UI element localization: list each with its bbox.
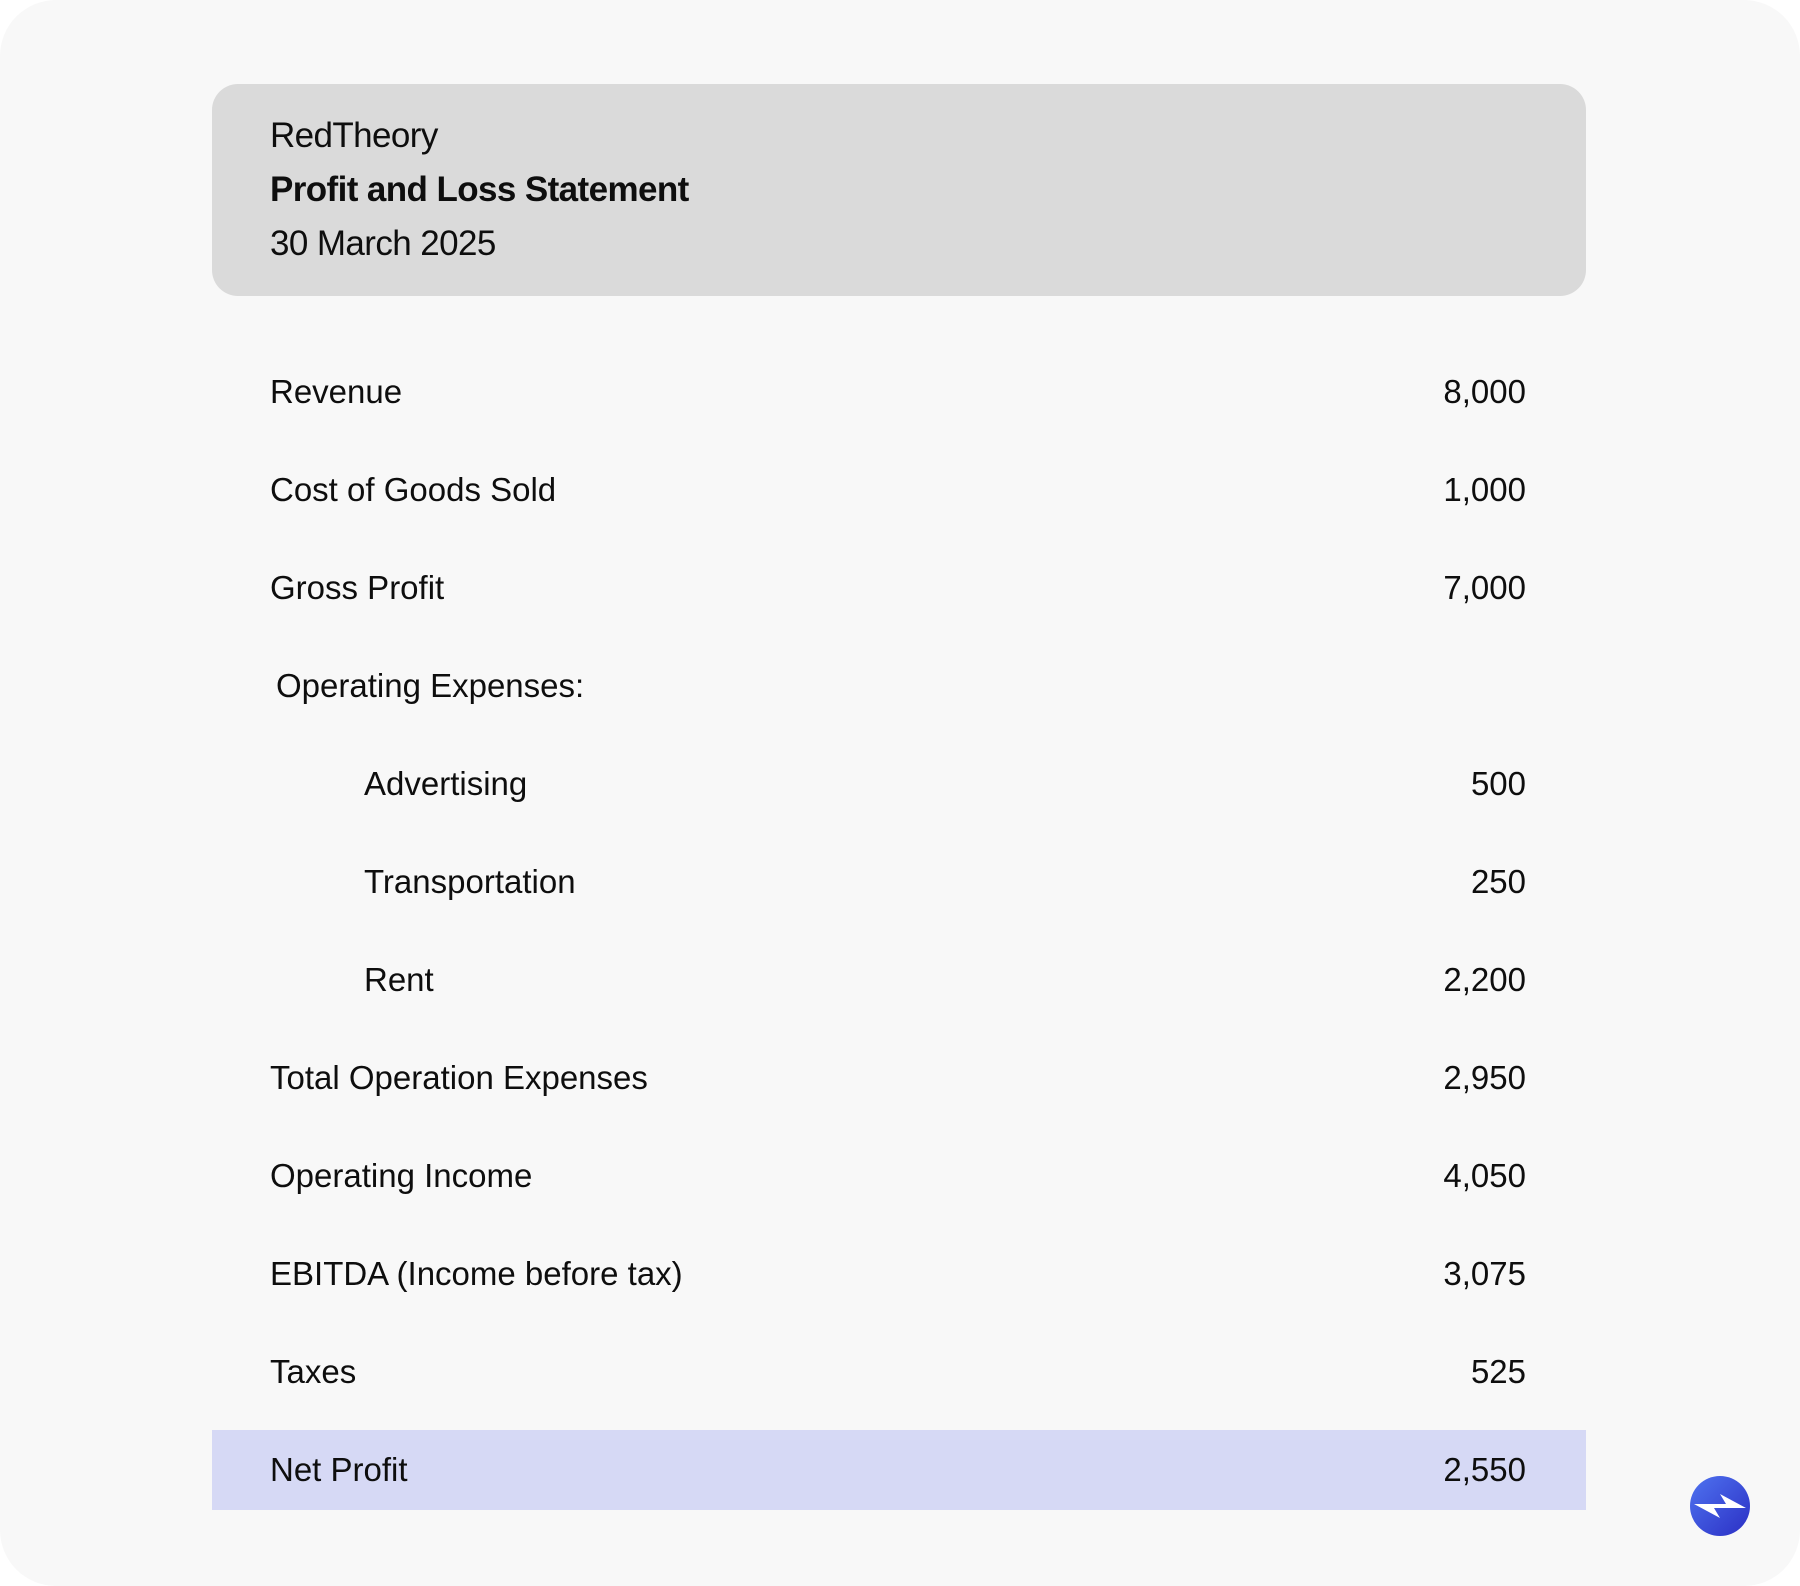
row-label: Revenue [270,373,403,410]
row-operating-income [212,1136,1586,1216]
row-total-operation-expenses [212,1038,1586,1118]
row-ebitda [212,1234,1586,1314]
row-value: 250 [1470,863,1526,900]
row-rent [212,940,1586,1020]
row-label: Gross Profit [270,569,445,606]
row-taxes [212,1332,1586,1412]
row-value: 500 [1470,765,1526,802]
company-name: RedTheory [270,116,438,155]
row-advertising [212,744,1586,824]
row-value: 2,950 [1443,1059,1526,1096]
row-value: 8,000 [1443,373,1526,410]
row-gross-profit [212,548,1586,628]
row-value: 4,050 [1443,1157,1526,1194]
lightning-bolt-icon [1690,1476,1750,1536]
row-label: Transportation [364,863,576,900]
row-value: 2,200 [1443,961,1526,998]
row-value: 3,075 [1443,1255,1526,1292]
row-label: Advertising [364,765,528,802]
row-label: Rent [364,961,434,998]
row-label: Taxes [270,1353,357,1390]
row-cost-of-goods-sold [212,450,1586,530]
row-label: Total Operation Expenses [270,1059,648,1096]
row-label: Operating Income [270,1157,533,1194]
row-label: Net Profit [270,1451,408,1488]
statement-header [212,84,1586,296]
row-label: Cost of Goods Sold [270,471,557,508]
row-net-profit [212,1430,1586,1510]
statement-title: Profit and Loss Statement [270,170,689,209]
row-label: EBITDA (Income before tax) [270,1255,683,1292]
row-value: 2,550 [1443,1451,1526,1488]
row-revenue [212,352,1586,432]
row-value: 525 [1470,1353,1526,1390]
statement-date: 30 March 2025 [270,224,496,263]
row-transportation [212,842,1586,922]
row-operating-expenses-heading [212,646,1586,726]
section-label: Operating Expenses: [276,667,585,704]
row-value: 7,000 [1443,569,1526,606]
row-value: 1,000 [1443,471,1526,508]
